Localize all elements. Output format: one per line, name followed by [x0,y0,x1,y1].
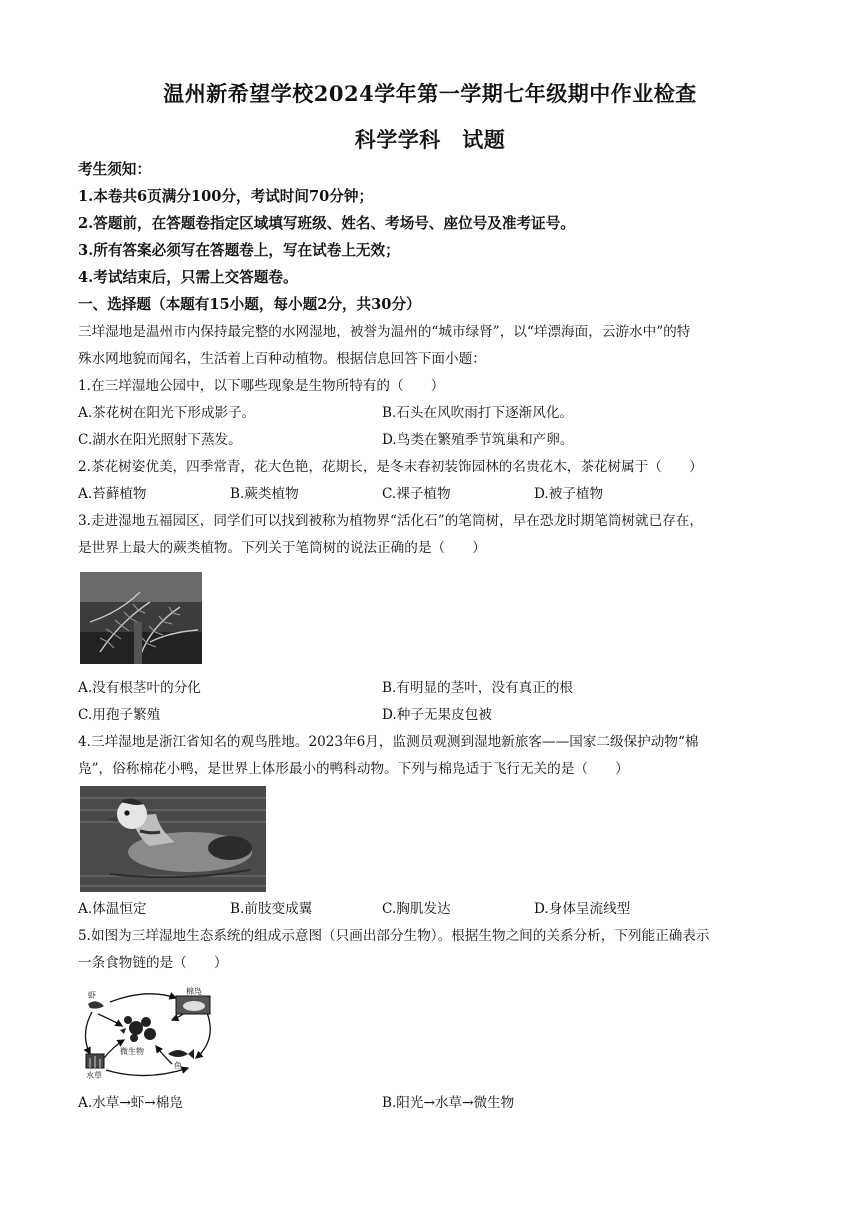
section-intro: 三垟湿地是温州市内保持最完整的水网湿地，被誉为温州的“城市绿肾”，以“垟漂海面，云游水中”的特 [78,324,691,340]
question-4-option-b: B.前肢变成翼 [230,901,313,917]
notice-item: 1.本卷共6页满分100分，考试时间70分钟； [78,188,374,205]
diagram-label-goose: 棉凫 [186,987,202,996]
tree-fern-photo [80,572,202,664]
question-5-stem: 一条食物链的是（ ） [78,955,228,971]
exam-subtitle: 科学学科 试题 [354,127,506,152]
notice-item: 3.所有答案必须写在答题卷上，写在试卷上无效； [78,242,400,259]
question-3-stem: 3.走进湿地五福园区，同学们可以找到被称为植物界“活化石”的笔筒树，早在恐龙时期笔筒树就已存在， [78,513,703,529]
question-5-option-a: A.水草→虾→棉凫 [78,1095,183,1111]
notice-item: 4.考试结束后，只需上交答题卷。 [78,269,298,286]
question-3-stem: 是世界上最大的蕨类植物。下列关于笔筒树的说法正确的是（ ） [78,540,486,556]
question-4-stem: 4.三垟湿地是浙江省知名的观鸟胜地。2023年6月，监测员观测到湿地新旅客——国家二级保护动物“棉 [78,734,699,750]
question-2-option-c: C.裸子植物 [382,486,451,502]
question-2-option-b: B.蕨类植物 [230,486,299,502]
section-heading: 一、选择题（本题有15小题，每小题2分，共30分） [78,296,421,313]
diagram-label-microbe: 微生物 [120,1047,144,1056]
question-1-option-d: D.鸟类在繁殖季节筑巢和产卵。 [382,432,574,448]
question-4-stem: 凫”，俗称棉花小鸭，是世界上体形最小的鸭科动物。下列与棉凫适于飞行无关的是（ ） [78,761,629,777]
ecosystem-diagram [76,984,226,1084]
section-intro: 殊水网地貌而闻名，生活着上百种动植物。根据信息回答下面小题： [78,351,486,367]
question-2-stem: 2.茶花树姿优美，四季常青，花大色艳，花期长，是冬末春初装饰园林的名贵花木，茶花树属于（ ） [78,459,703,475]
diagram-label-fish: 鱼 [174,1061,182,1070]
question-5-stem: 5.如图为三垟湿地生态系统的组成示意图（只画出部分生物）。根据生物之间的关系分析，下列能正确表示 [78,928,710,944]
question-1-option-c: C.湖水在阳光照射下蒸发。 [78,432,242,448]
question-4-option-c: C.胸肌发达 [382,901,451,917]
cotton-pygmy-goose-photo [80,786,266,892]
question-1-option-a: A.茶花树在阳光下形成影子。 [78,405,256,421]
notice-heading: 考生须知： [78,161,151,178]
question-5-option-b: B.阳光→水草→微生物 [382,1095,515,1111]
question-1-stem: 1.在三垟湿地公园中，以下哪些现象是生物所特有的（ ） [78,378,445,394]
diagram-label-shrimp: 虾 [88,991,96,1000]
question-4-option-d: D.身体呈流线型 [534,901,631,917]
exam-title: 温州新希望学校2024学年第一学期七年级期中作业检查 [163,81,697,106]
question-3-option-b: B.有明显的茎叶，没有真正的根 [382,680,574,696]
question-2-option-a: A.苔藓植物 [78,486,147,502]
question-4-option-a: A.体温恒定 [78,901,147,917]
question-3-option-c: C.用孢子繁殖 [78,707,161,723]
question-1-option-b: B.石头在风吹雨打下逐渐风化。 [382,405,574,421]
question-3-option-d: D.种子无果皮包被 [382,707,492,723]
diagram-label-waterweed: 水草 [86,1071,102,1080]
question-3-option-a: A.没有根茎叶的分化 [78,680,201,696]
notice-item: 2.答题前，在答题卷指定区域填写班级、姓名、考场号、座位号及准考证号。 [78,215,575,232]
question-2-option-d: D.被子植物 [534,486,604,502]
